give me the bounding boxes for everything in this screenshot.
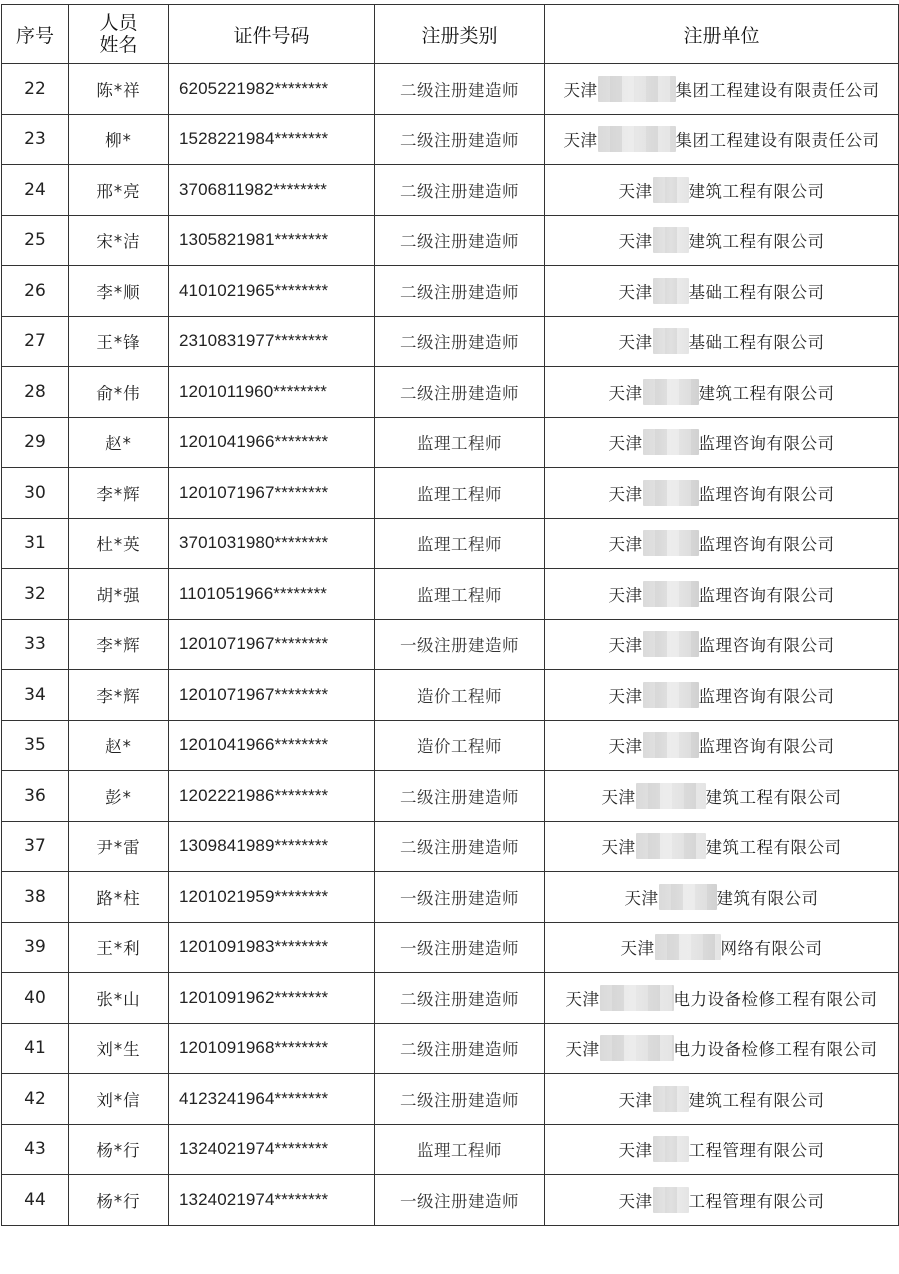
row-unit <box>545 468 899 519</box>
redaction-mask <box>653 1086 689 1112</box>
row-seq: 32 <box>2 569 69 620</box>
row-person-name: 杨*行 <box>69 1175 169 1226</box>
row-category: 一级注册建造师 <box>375 619 545 670</box>
row-person-name: 李*辉 <box>69 468 169 519</box>
row-seq: 30 <box>2 468 69 519</box>
personnel-table-sheet <box>0 4 899 1226</box>
redaction-mask <box>598 126 676 152</box>
redaction-mask <box>643 732 699 758</box>
row-person-name: 陈*祥 <box>69 64 169 115</box>
header-name-line2: 姓名 <box>99 34 138 56</box>
row-unit-suffix: 工程管理有限公司 <box>688 1191 825 1211</box>
row-seq: 24 <box>2 165 69 216</box>
row-unit-text <box>619 328 825 354</box>
row-id-number: 1201041966******** <box>169 417 375 468</box>
row-unit-prefix: 天津 <box>618 1141 653 1161</box>
table-row <box>2 114 899 165</box>
row-unit-suffix: 建筑工程有限公司 <box>698 383 835 403</box>
header-name-line1: 人员 <box>99 12 138 34</box>
row-seq: 38 <box>2 872 69 923</box>
row-person-name: 赵* <box>69 417 169 468</box>
row-seq: 36 <box>2 771 69 822</box>
row-unit-prefix: 天津 <box>563 131 598 151</box>
table-row <box>2 922 899 973</box>
row-unit <box>545 1175 899 1226</box>
table-row <box>2 619 899 670</box>
redaction-mask <box>643 480 699 506</box>
header-unit: 注册单位 <box>545 5 899 64</box>
row-seq: 34 <box>2 670 69 721</box>
row-unit-prefix: 天津 <box>608 737 643 757</box>
row-unit-suffix: 集团工程建设有限责任公司 <box>675 131 880 151</box>
row-unit <box>545 1124 899 1175</box>
row-unit-suffix: 基础工程有限公司 <box>688 282 825 302</box>
header-row <box>2 5 899 64</box>
row-seq: 23 <box>2 114 69 165</box>
row-category: 二级注册建造师 <box>375 1023 545 1074</box>
row-unit-prefix: 天津 <box>608 383 643 403</box>
table-row <box>2 468 899 519</box>
table-row <box>2 973 899 1024</box>
row-unit-prefix: 天津 <box>601 787 636 807</box>
row-unit-prefix: 天津 <box>601 838 636 858</box>
redaction-mask <box>653 1136 689 1162</box>
redaction-mask <box>653 278 689 304</box>
row-unit-text <box>602 833 842 859</box>
row-unit-prefix: 天津 <box>618 232 653 252</box>
row-unit-text <box>609 732 835 758</box>
row-unit-text <box>619 1187 825 1213</box>
table-row <box>2 367 899 418</box>
row-unit <box>545 670 899 721</box>
table-row <box>2 518 899 569</box>
row-unit-text <box>609 429 835 455</box>
row-person-name: 刘*生 <box>69 1023 169 1074</box>
row-unit-text <box>619 1136 825 1162</box>
row-id-number: 1305821981******** <box>169 215 375 266</box>
row-id-number: 1201091962******** <box>169 973 375 1024</box>
row-unit-suffix: 电力设备检修工程有限公司 <box>673 989 878 1009</box>
row-unit-prefix: 天津 <box>608 585 643 605</box>
redaction-mask <box>600 1035 674 1061</box>
table-body <box>2 64 899 1226</box>
row-unit-text <box>566 985 878 1011</box>
row-seq: 40 <box>2 973 69 1024</box>
row-unit-suffix: 监理咨询有限公司 <box>698 484 835 504</box>
row-unit-text <box>619 177 825 203</box>
header-name-text <box>99 12 137 56</box>
row-unit-suffix: 建筑工程有限公司 <box>705 838 842 858</box>
row-category: 一级注册建造师 <box>375 872 545 923</box>
redaction-mask <box>655 934 721 960</box>
row-id-number: 3701031980******** <box>169 518 375 569</box>
row-person-name: 李*辉 <box>69 670 169 721</box>
row-person-name: 柳* <box>69 114 169 165</box>
row-unit-prefix: 天津 <box>618 181 653 201</box>
table-row <box>2 1023 899 1074</box>
row-unit <box>545 64 899 115</box>
row-unit-suffix: 网络有限公司 <box>720 939 823 959</box>
row-category: 监理工程师 <box>375 468 545 519</box>
row-category: 监理工程师 <box>375 417 545 468</box>
row-seq: 43 <box>2 1124 69 1175</box>
row-unit-text <box>609 379 835 405</box>
row-seq: 35 <box>2 720 69 771</box>
row-person-name: 张*山 <box>69 973 169 1024</box>
table-row <box>2 64 899 115</box>
table-row <box>2 215 899 266</box>
row-unit-text <box>566 1035 878 1061</box>
row-seq: 27 <box>2 316 69 367</box>
row-unit-prefix: 天津 <box>608 686 643 706</box>
table-row <box>2 872 899 923</box>
row-category: 二级注册建造师 <box>375 973 545 1024</box>
row-unit <box>545 215 899 266</box>
row-seq: 42 <box>2 1074 69 1125</box>
row-unit-suffix: 监理咨询有限公司 <box>698 585 835 605</box>
row-unit <box>545 821 899 872</box>
row-unit-prefix: 天津 <box>618 333 653 353</box>
row-id-number: 2310831977******** <box>169 316 375 367</box>
table-row <box>2 821 899 872</box>
row-id-number: 1201091968******** <box>169 1023 375 1074</box>
redaction-mask <box>643 682 699 708</box>
row-unit-text <box>609 631 835 657</box>
row-unit <box>545 922 899 973</box>
redaction-mask <box>643 581 699 607</box>
row-category: 二级注册建造师 <box>375 1074 545 1125</box>
row-category: 二级注册建造师 <box>375 367 545 418</box>
row-person-name: 王*利 <box>69 922 169 973</box>
row-person-name: 王*锋 <box>69 316 169 367</box>
row-person-name: 路*柱 <box>69 872 169 923</box>
row-category: 造价工程师 <box>375 720 545 771</box>
row-unit-text <box>625 884 819 910</box>
row-unit-prefix: 天津 <box>618 282 653 302</box>
row-category: 二级注册建造师 <box>375 215 545 266</box>
table-row <box>2 720 899 771</box>
redaction-mask <box>598 76 676 102</box>
row-unit-suffix: 监理咨询有限公司 <box>698 737 835 757</box>
personnel-table <box>1 4 899 1226</box>
row-person-name: 尹*雷 <box>69 821 169 872</box>
table-row <box>2 266 899 317</box>
table-row <box>2 316 899 367</box>
redaction-mask <box>659 884 717 910</box>
row-category: 二级注册建造师 <box>375 821 545 872</box>
header-name <box>69 5 169 64</box>
row-unit <box>545 165 899 216</box>
row-unit-suffix: 建筑工程有限公司 <box>705 787 842 807</box>
row-seq: 26 <box>2 266 69 317</box>
row-unit-prefix: 天津 <box>565 1040 600 1060</box>
row-unit <box>545 872 899 923</box>
row-seq: 33 <box>2 619 69 670</box>
row-unit-prefix: 天津 <box>618 1191 653 1211</box>
header-seq: 序号 <box>2 5 69 64</box>
row-category: 二级注册建造师 <box>375 316 545 367</box>
row-category: 监理工程师 <box>375 1124 545 1175</box>
row-unit-text <box>564 76 880 102</box>
row-seq: 44 <box>2 1175 69 1226</box>
row-id-number: 3706811982******** <box>169 165 375 216</box>
row-seq: 29 <box>2 417 69 468</box>
row-id-number: 1324021974******** <box>169 1124 375 1175</box>
row-unit-prefix: 天津 <box>618 1090 653 1110</box>
row-id-number: 1201041966******** <box>169 720 375 771</box>
row-unit <box>545 1023 899 1074</box>
row-id-number: 4101021965******** <box>169 266 375 317</box>
row-unit-prefix: 天津 <box>563 80 598 100</box>
row-id-number: 4123241964******** <box>169 1074 375 1125</box>
row-unit-suffix: 建筑工程有限公司 <box>688 1090 825 1110</box>
row-unit-prefix: 天津 <box>565 989 600 1009</box>
row-unit-prefix: 天津 <box>608 484 643 504</box>
row-unit-suffix: 建筑有限公司 <box>716 888 819 908</box>
row-id-number: 1309841989******** <box>169 821 375 872</box>
row-unit <box>545 518 899 569</box>
row-category: 二级注册建造师 <box>375 771 545 822</box>
table-row <box>2 1124 899 1175</box>
row-unit-prefix: 天津 <box>624 888 659 908</box>
row-id-number: 1201071967******** <box>169 468 375 519</box>
row-id-number: 1202221986******** <box>169 771 375 822</box>
row-person-name: 李*顺 <box>69 266 169 317</box>
row-unit-suffix: 工程管理有限公司 <box>688 1141 825 1161</box>
row-unit <box>545 417 899 468</box>
row-seq: 22 <box>2 64 69 115</box>
row-unit <box>545 266 899 317</box>
row-unit-text <box>609 682 835 708</box>
row-unit <box>545 619 899 670</box>
redaction-mask <box>643 530 699 556</box>
row-unit-text <box>609 581 835 607</box>
row-unit <box>545 367 899 418</box>
redaction-mask <box>653 227 689 253</box>
row-category: 造价工程师 <box>375 670 545 721</box>
row-unit <box>545 316 899 367</box>
row-unit-suffix: 基础工程有限公司 <box>688 333 825 353</box>
row-person-name: 彭* <box>69 771 169 822</box>
row-unit-text <box>564 126 880 152</box>
row-person-name: 胡*强 <box>69 569 169 620</box>
row-id-number: 6205221982******** <box>169 64 375 115</box>
row-unit-suffix: 建筑工程有限公司 <box>688 232 825 252</box>
row-person-name: 李*辉 <box>69 619 169 670</box>
row-id-number: 1201021959******** <box>169 872 375 923</box>
header-id-number: 证件号码 <box>169 5 375 64</box>
row-category: 一级注册建造师 <box>375 1175 545 1226</box>
row-unit-text <box>619 1086 825 1112</box>
redaction-mask <box>653 1187 689 1213</box>
redaction-mask <box>600 985 674 1011</box>
row-person-name: 杨*行 <box>69 1124 169 1175</box>
row-category: 二级注册建造师 <box>375 165 545 216</box>
row-unit-suffix: 监理咨询有限公司 <box>698 636 835 656</box>
table-row <box>2 771 899 822</box>
row-seq: 39 <box>2 922 69 973</box>
row-seq: 41 <box>2 1023 69 1074</box>
row-seq: 28 <box>2 367 69 418</box>
row-id-number: 1201071967******** <box>169 619 375 670</box>
row-unit <box>545 973 899 1024</box>
row-category: 监理工程师 <box>375 518 545 569</box>
row-unit <box>545 771 899 822</box>
table-header <box>2 5 899 64</box>
redaction-mask <box>653 328 689 354</box>
row-unit-text <box>619 278 825 304</box>
row-unit-suffix: 监理咨询有限公司 <box>698 686 835 706</box>
row-person-name: 杜*英 <box>69 518 169 569</box>
redaction-mask <box>653 177 689 203</box>
row-unit-prefix: 天津 <box>608 434 643 454</box>
row-seq: 37 <box>2 821 69 872</box>
redaction-mask <box>643 379 699 405</box>
redaction-mask <box>643 631 699 657</box>
row-unit <box>545 569 899 620</box>
row-person-name: 俞*伟 <box>69 367 169 418</box>
row-unit-prefix: 天津 <box>608 636 643 656</box>
redaction-mask <box>636 783 706 809</box>
row-unit-suffix: 建筑工程有限公司 <box>688 181 825 201</box>
row-id-number: 1201011960******** <box>169 367 375 418</box>
table-row <box>2 165 899 216</box>
row-unit-suffix: 电力设备检修工程有限公司 <box>673 1040 878 1060</box>
table-row <box>2 417 899 468</box>
row-unit-prefix: 天津 <box>620 939 655 959</box>
row-unit <box>545 114 899 165</box>
row-unit-prefix: 天津 <box>608 535 643 555</box>
redaction-mask <box>636 833 706 859</box>
redaction-mask <box>643 429 699 455</box>
row-unit-suffix: 集团工程建设有限责任公司 <box>675 80 880 100</box>
row-unit-text <box>619 227 825 253</box>
table-row <box>2 1074 899 1125</box>
row-category: 二级注册建造师 <box>375 114 545 165</box>
row-unit <box>545 1074 899 1125</box>
row-seq: 31 <box>2 518 69 569</box>
row-person-name: 邢*亮 <box>69 165 169 216</box>
header-category: 注册类别 <box>375 5 545 64</box>
row-id-number: 1101051966******** <box>169 569 375 620</box>
row-category: 二级注册建造师 <box>375 266 545 317</box>
row-id-number: 1201071967******** <box>169 670 375 721</box>
row-seq: 25 <box>2 215 69 266</box>
row-unit-text <box>621 934 823 960</box>
row-person-name: 宋*洁 <box>69 215 169 266</box>
row-category: 一级注册建造师 <box>375 922 545 973</box>
row-id-number: 1324021974******** <box>169 1175 375 1226</box>
row-unit-text <box>609 480 835 506</box>
row-unit-suffix: 监理咨询有限公司 <box>698 535 835 555</box>
row-category: 二级注册建造师 <box>375 64 545 115</box>
row-id-number: 1201091983******** <box>169 922 375 973</box>
row-person-name: 赵* <box>69 720 169 771</box>
row-unit-text <box>609 530 835 556</box>
row-unit-text <box>602 783 842 809</box>
row-unit <box>545 720 899 771</box>
row-person-name: 刘*信 <box>69 1074 169 1125</box>
row-unit-suffix: 监理咨询有限公司 <box>698 434 835 454</box>
table-row <box>2 569 899 620</box>
table-row <box>2 670 899 721</box>
row-id-number: 1528221984******** <box>169 114 375 165</box>
table-row <box>2 1175 899 1226</box>
row-category: 监理工程师 <box>375 569 545 620</box>
